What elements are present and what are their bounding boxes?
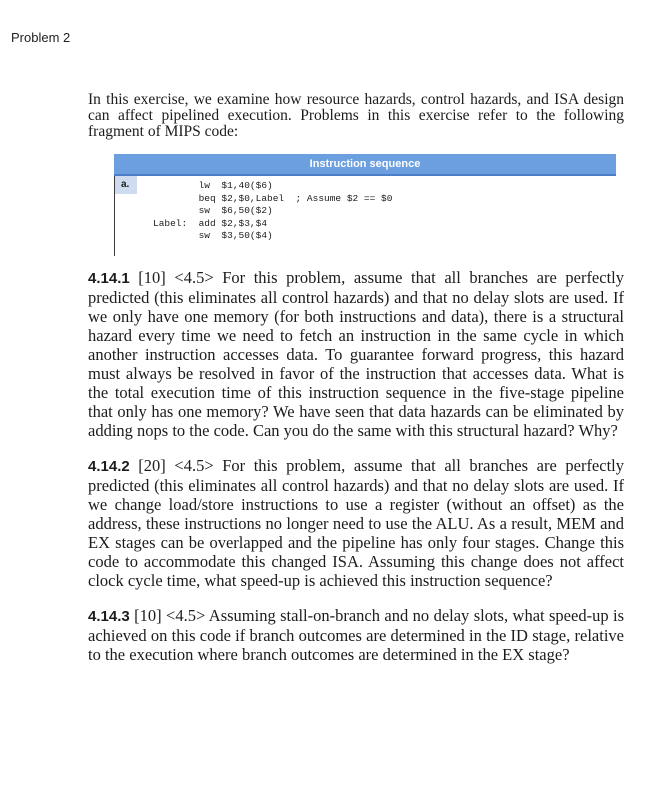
- problem-text: [10] <4.5> For this problem, assume that all branches are perfectly predicted (this eliminates all control hazards) and that no delay slots are used. If we only have one memory (for both instructions and data), there is a structural hazard every time we need to fetch an instruction in the same cycle in which another instruction accesses data. To guarantee forward progress, this hazard must always be resolved in favor of the instruction that accesses data. What is the total execution time of this instruction sequence in the five-stage pipeline that only has one memory? We have seen that data hazards can be eliminated by adding nops to the code. Can you do the same with this structural hazard? Why?: [88, 268, 624, 440]
- problem-number: 4.14.2: [88, 458, 130, 475]
- intro-paragraph: In this exercise, we examine how resource hazards, control hazards, and ISA design can affect pipelined execution. Problems in this exercise refer to the following fragment of MIPS code:: [88, 91, 624, 140]
- problem-text: [20] <4.5> For this problem, assume that all branches are perfectly predicted (this eliminates all control hazards) and that no delay slots are used. If we change load/store instructions to use a register (without an offset) as the address, these instructions no longer need to use the ALU. As a result, MEM and EX stages can be overlapped and the pipeline has only four stages. Change this code to accommodate this changed ISA. Assuming this change does not affect clock cycle time, what speed-up is achieved this instruction sequence?: [88, 456, 624, 590]
- row-label: a.: [115, 176, 137, 194]
- problem-text: [10] <4.5> Assuming stall-on-branch and no delay slots, what speed-up is achieved on this code if branch outcomes are determined in the ID stage, relative to the execution where branch outcomes are determined in the EX stage?: [88, 606, 624, 664]
- page-heading: Problem 2: [11, 30, 71, 45]
- table-header: Instruction sequence: [114, 154, 616, 176]
- code-line: beq $2,$0,Label ; Assume $2 == $0: [153, 192, 393, 204]
- problem-4-14-2: [88, 456, 624, 590]
- mips-code: [153, 180, 392, 243]
- code-line: sw $6,50($2): [153, 205, 273, 216]
- problem-4-14-1: [88, 268, 624, 440]
- code-line: lw $1,40($6): [153, 180, 273, 191]
- code-line: Label: add $2,$3,$4: [153, 217, 268, 229]
- problem-number: 4.14.3: [88, 608, 130, 625]
- code-line: sw $3,50($4): [153, 230, 273, 241]
- problem-number: 4.14.1: [88, 270, 130, 287]
- scanned-textbook-excerpt: [88, 92, 624, 664]
- table-body: [114, 176, 616, 256]
- instruction-sequence-table: [114, 154, 616, 256]
- problem-4-14-3: [88, 606, 624, 664]
